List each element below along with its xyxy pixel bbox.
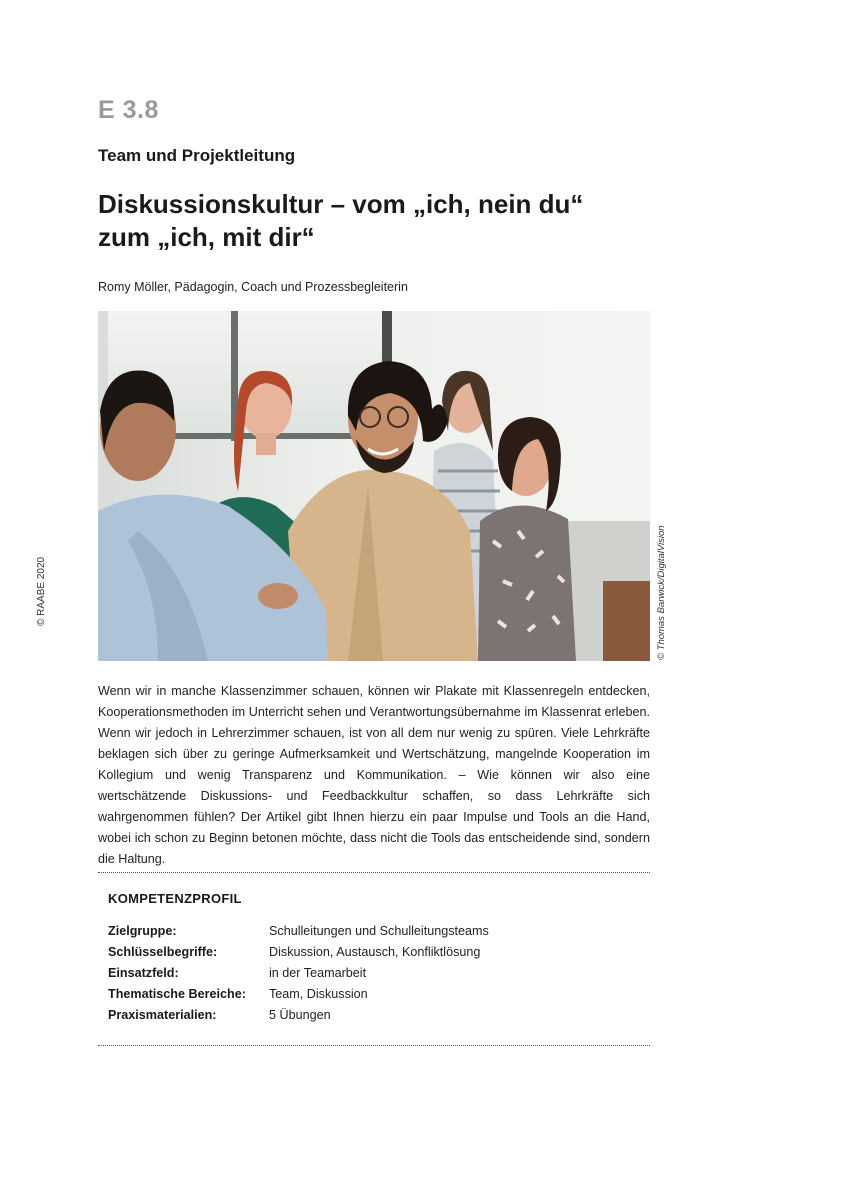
profile-row-thematische-bereiche	[108, 984, 638, 1005]
profile-value: Schulleitungen und Schulleitungsteams	[269, 924, 489, 938]
kompetenzprofil-rows	[108, 921, 638, 1026]
photo-illustration	[98, 311, 650, 661]
article-photo	[98, 311, 650, 661]
side-copyright: © RAABE 2020	[36, 556, 47, 626]
handshake	[258, 583, 298, 609]
shelf-box	[603, 581, 650, 661]
profile-row-einsatzfeld	[108, 963, 638, 984]
profile-value: Diskussion, Austausch, Konfliktlösung	[269, 945, 481, 959]
profile-value: Team, Diskussion	[269, 987, 368, 1001]
section-code: E 3.8	[98, 96, 159, 124]
person-floral-body	[478, 505, 576, 661]
category-heading: Team und Projektleitung	[98, 146, 296, 165]
article-title-line1: Diskussionskultur – vom „ich, nein du“	[98, 189, 584, 219]
intro-paragraph: Wenn wir in manche Klassenzimmer schauen, können wir Plakate mit Klassenregeln entdecken, Kooperationsmethoden im Unterricht sehen und Verantwortungsübernahme im Klassenrat erleben. Wenn wir jedoch in Lehrerzimmer schauen, ist von all dem nur wenig zu spüren. Viele Lehrkräfte beklagen sich über zu geringe Aufmerksamkeit und Wertschätzung, mangelnde Kooperation im Kollegium und wenig Transparenz und Kommunikation. – Wie können wir also eine wertschätzende Diskussions- und Feedbackkultur schaffen, so dass Lehrkräfte sich wahrgenommen fühlen? Der Artikel gibt Ihnen hierzu ein paar Impulse und Tools an die Hand, wobei ich schon zu Beginn betonen möchte, dass nicht die Tools das entscheidende sind, sondern die Haltung.	[98, 684, 650, 866]
profile-label: Praxismaterialien:	[108, 1008, 217, 1022]
profile-value: 5 Übungen	[269, 1008, 331, 1022]
profile-label: Zielgruppe:	[108, 924, 177, 938]
person-green-neck	[256, 433, 276, 455]
profile-label: Schlüsselbegriffe:	[108, 945, 218, 959]
article-title	[98, 188, 658, 254]
photo-credit: © Thomas Barwick/DigitalVision	[656, 525, 667, 660]
profile-value: in der Teamarbeit	[269, 966, 367, 980]
article-title-line2: zum „ich, mit dir“	[98, 222, 315, 252]
profile-row-schluesselbegriffe	[108, 942, 638, 963]
profile-label: Thematische Bereiche:	[108, 987, 246, 1001]
kompetenzprofil-heading: KOMPETENZPROFIL	[108, 891, 242, 906]
author-line: Romy Möller, Pädagogin, Coach und Prozessbegleiterin	[98, 280, 408, 294]
profile-row-praxismaterialien	[108, 1005, 638, 1026]
profile-row-zielgruppe	[108, 921, 638, 942]
profile-label: Einsatzfeld:	[108, 966, 179, 980]
kompetenzprofil-box	[98, 872, 650, 1046]
